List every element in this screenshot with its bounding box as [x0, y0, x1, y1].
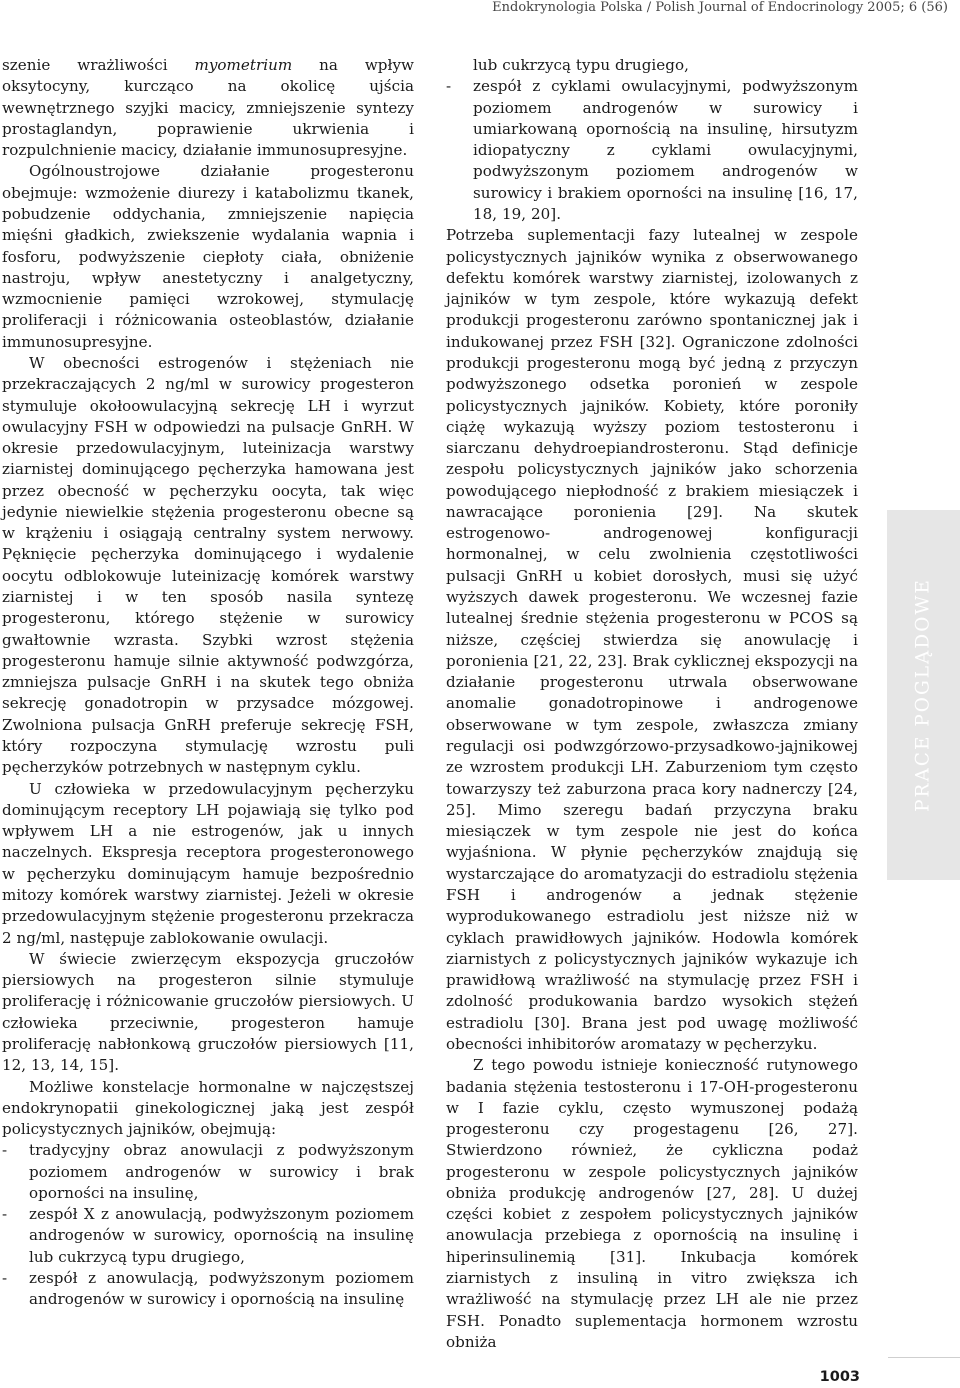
list-item-text: tradycyjny obraz anowulacji z podwyższonym poziomem androgenów w surowicy i brak oporności na insulinę, [29, 1141, 414, 1202]
list-dash: - [2, 1269, 8, 1288]
list-item [2, 1268, 414, 1311]
paragraph: Z tego powodu istnieje konieczność rutynowego badania stężenia testosteronu i 17-OH-progesteronu w I fazie cyklu, często wymuszonej podażą progesteronu czy progestagenu [26, 27]. Stwierdzono również, że cykliczna podaż progesteronu w zespole policystycznych jajników obniża produkcję androgenów [27, 28]. U dużej części kobiet z zespołem policystycznych jajników anowulacja przebiega z opornością na insulinę i hiperinsulinemią [31]. Inkubacja komórek ziarnistych z insuliną in vitro zwiększa ich wrażliwość na stymulację przez LH ale nie przez FSH. Ponadto suplementacja hormonem wzrostu obniża [446, 1056, 858, 1351]
list-item-text: zespół X z anowulacją, podwyższonym poziomem androgenów w surowicy, opornością na insulinę lub cukrzycą typu drugiego, [29, 1205, 414, 1266]
paragraph-continuation [2, 55, 414, 161]
italic-term: myometrium [194, 56, 293, 74]
running-head: Endokrynologia Polska / Polish Journal of Endocrinology 2005; 6 (56) [492, 0, 948, 15]
section-side-label: PRACE POGLĄDOWE [912, 578, 934, 812]
list-item-text: zespół z anowulacją, podwyższonym poziomem androgenów w surowicy i opornością na insulinę [29, 1269, 414, 1309]
list-item [2, 1204, 414, 1268]
list-item [446, 76, 858, 225]
paragraph: Możliwe konstelacje hormonalne w najczęstszej endokrynopatii ginekologicznej jaką jest zespół policystycznych jajników, obejmują: [2, 1077, 414, 1139]
footer-rule [888, 1357, 960, 1358]
list-item-continuation: lub cukrzycą typu drugiego, [473, 56, 689, 74]
page-number: 1003 [819, 1369, 860, 1385]
paragraph: W obecności estrogenów i stężeniach nie przekraczających 2 ng/ml w surowicy progesteron stymuluje okołoowulacyjną sekrecję LH i wyrzut owulacyjny FSH w odpowiedzi na pulsacje GnRH. W okresie przedowulacyjnym, luteinizacja warstwy ziarnistej dominującego pęcherzyka hamowana jest przez obecność w pęcherzyku oocyta, tak więc jedynie niewielkie stężenia progesteronu obecne są w krążeniu i osiągają centralny system nerwowy. Pęknięcie pęcherzyka dominującego i wydalenie oocytu odblokowuje luteinizację komórek warstwy ziarnistej i w ten sposób nasila syntezę progesteronu, którego stężenie w surowicy gwałtownie wzrasta. Szybki wzrost stężenia progesteronu hamuje silnie aktywność podwzgórza, zmniejsza pulsacje GnRH i na skutek tego obniża sekrecję gonadotropin w przysadce mózgowej. Zwolniona pulsacja GnRH preferuje sekrecję FSH, który rozpoczyna stymulację wzrostu puli pęcherzyków potrzebnych w następnym cyklu. [2, 353, 414, 777]
list-dash: - [2, 1141, 8, 1160]
list-item-text: zespół z cyklami owulacyjnymi, podwyższonym poziomem androgenów w surowicy i umiarkowaną opornością na insulinę, hirsutyzm idiopatyczny z cyklami owulacyjnymi, podwyższonym poziomem androgenów w surowicy i brakiem oporności na insulinę [16, 17, 18, 19, 20]. [473, 77, 858, 223]
paragraph: Potrzeba suplementacji fazy lutealnej w zespole policystycznych jajników wynika z obserwowanego defektu komórek warstwy ziarnistej, izolowanych z jajników w tym zespole, które wykazują defekt produkcji progesteronu zarówno spontanicznej jak i indukowanej przez FSH [32]. Ograniczone zdolności produkcji progesteronu mogą być jedną z przyczyn podwyższonego odsetka poronień w zespole policystycznych jajników. Kobiety, które poroniły ciążę wykazują wyższy poziom testosteronu i siarczanu dehydroepiandrosteronu. Stąd definicje zespołu policystycznych jajników jako schorzenia powodującego niepłodność z brakiem miesiączek i nawracające poronienia [29]. Na skutek estrogenowo- androgenowej konfiguracji hormonalnej, w celu zwolnienia częstotliwości pulsacji GnRH u kobiet dorosłych, musi się użyć wyższych dawek progesteronu. We wczesnej fazie lutealnej średnie stężenia progesteronu w PCOS są niższe, częściej stwierdza się anowulację i poronienia [21, 22, 23]. Brak cyklicznej ekspozycji na działanie progesteronu utrwala obserwowane anomalie gonadotropinowe i androgenowe obserwowane w tym zespole, zwłaszcza zmiany regulacji osi podwzgórzowo-przysadkowo-jajnikowej ze wzrostem produkcji LH. Zaburzeniom tym często towarzyszy też zaburzona praca kory nadnerczy [24, 25]. Mimo szeregu badań przyczyna braku miesiączek w tym zespole nie jest do końca wyjaśniona. W płynie pęcherzyków znajdują się wystarczające do aromatyzacji do estradiolu stężenia FSH i androgenów a jednak stężenie wyprodukowanego estradiolu jest niższe niż w cyklach prawidłowych jajników. Hodowla komórek ziarnistych z policystycznych jajników wykazuje ich prawidłową wrażliwość na stymulację przez FSH i zdolność produkowania bardzo wysokich stężeń estradiolu [30]. Brana jest pod uwagę możliwość obecności inhibitorów aromatazy w pęcherzyku. [446, 226, 858, 1053]
left-column [2, 55, 414, 1311]
list-dash: - [2, 1205, 8, 1224]
right-column [446, 55, 858, 1353]
paragraph-text: na wpływ oksytocyny, kurcząco na okolicę ujścia wewnętrznego szyjki macicy, zmniejszenie syntezy prostaglandyn, poprawienie ukrwienia i rozpulchnienie macicy, działanie immunosupresyjne. [2, 56, 415, 160]
paragraph: Ogólnoustrojowe działanie progesteronu obejmuje: wzmożenie diurezy i katabolizmu tkanek, pobudzenie oddychania, zmniejszenie napięcia mięśni gładkich, zwiekszenie wydalania wapnia i fosforu, podwyższenie ciepłoty ciała, obniżenie nastroju, wpływ anestetyczny i analgetyczny, wzmocnienie pamięci wzrokowej, stymulację proliferacji i różnicowania osteoblastów, działanie immunosupresyjne. [2, 162, 414, 351]
list-dash: - [446, 77, 452, 96]
paragraph: W świecie zwierzęcym ekspozycja gruczołów piersiowych na progesteron silnie stymuluje proliferację i różnicowanie gruczołów piersiowych. U człowieka przeciwnie, progesteron hamuje proliferację nabłonkową gruczołów piersiowych [11, 12, 13, 14, 15]. [2, 949, 414, 1075]
paragraph-text: szenie wrażliwości [2, 56, 195, 74]
list-item [2, 1140, 414, 1204]
paragraph: U człowieka w przedowulacyjnym pęcherzyku dominującym receptory LH pojawiają się tylko pod wpływem LH a nie estrogenów, jak u innych naczelnych. Ekspresja receptora progesteronowego w pęcherzyku dominującym hamuje bezpośrednio mitozy komórek warstwy ziarnistej. Jeżeli w okresie przedowulacyjnym stężenie progesteronu przekracza 2 ng/ml, następuje zablokowanie owulacji. [2, 779, 414, 947]
